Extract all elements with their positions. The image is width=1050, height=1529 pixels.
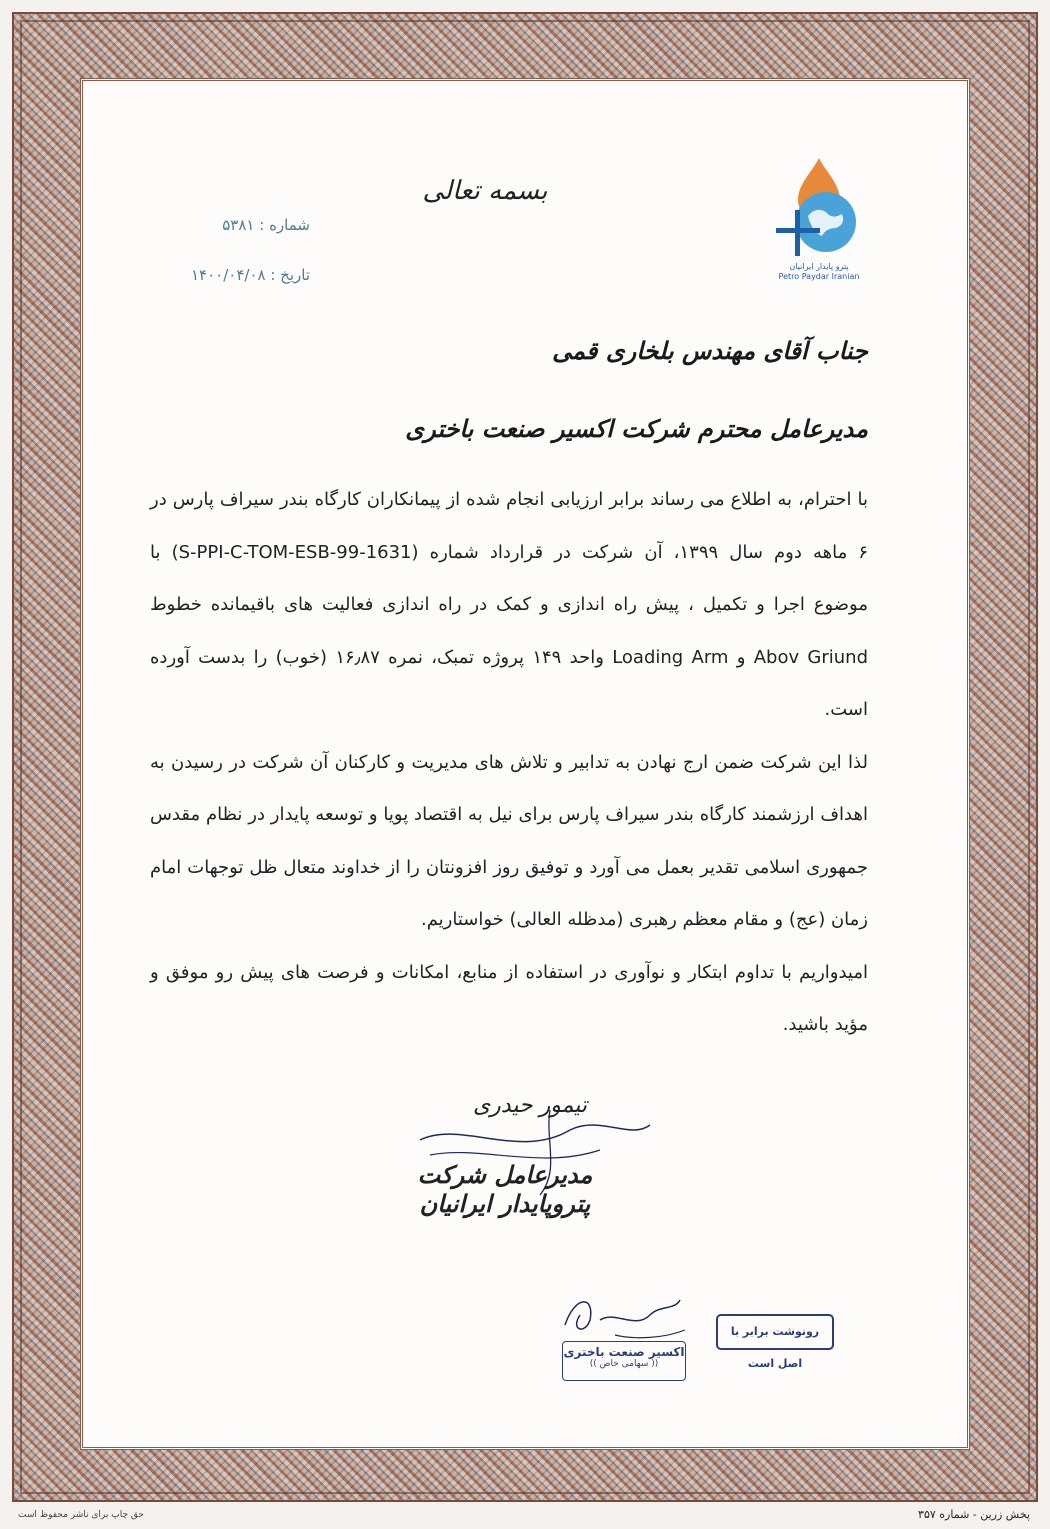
initials-signature-icon <box>555 1290 695 1345</box>
addressee-name: جناب آقای مهندس بلخاری قمی <box>552 336 868 365</box>
body-paragraph-3: امیدواریم با تداوم ابتکار و نوآوری در استفاده از منابع، امکانات و فرصت های پیش رو موفق و مؤید باشید. <box>150 961 868 1035</box>
logo-caption <box>760 262 878 282</box>
letter-meta <box>150 200 310 300</box>
signatory-title: مدیرعامل شرکت پتروپایدار ایرانیان <box>417 1160 593 1218</box>
footer-publisher: پخش زرین - شماره ۳۵۷ <box>918 1508 1030 1521</box>
signatory-name: تیمور حیدری <box>472 1093 588 1118</box>
letter-body <box>150 474 868 1052</box>
company-stamp-name: اکسیر صنعت باختری <box>563 1345 685 1359</box>
letter-number: شماره : ۵۳۸۱ <box>222 216 310 234</box>
body-paragraph-2: لذا این شرکت ضمن ارج نهادن به تدابیر و تلاش های مدیریت و کارکنان آن شرکت در رسیدن به اهداف ارزشمند کارگاه بندر سیراف پارس برای نیل به اقتصاد پویا و توسعه پایدار در نظام مقدس جمهوری اسلامی تقدیر بعمل می آورد و توفیق روز افزونتان را از خداوند متعال ظل توجهات امام زمان (عج) و مقام معظم رهبری (مدظله العالی) خواستاریم. <box>150 751 868 930</box>
addressee-title: مدیرعامل محترم شرکت اکسیر صنعت باختری <box>405 414 868 443</box>
letter-date: تاریخ : ۱۴۰۰/۰۴/۰۸ <box>191 266 310 284</box>
body-paragraph-1: با احترام، به اطلاع می رساند برابر ارزیابی انجام شده از پیمانکاران کارگاه بندر سیراف پارس در ۶ ماهه دوم سال ۱۳۹۹، آن شرکت در قرارداد شماره (S-PPI-C-TOM-ESB-99-1631) با موضوع اجرا و تکمیل ، پیش راه اندازی و کمک در راه اندازی فعالیت های باقیمانده خطوط Abov Griund و Loading Arm واحد ۱۴۹ پروژه تمبک، نمره ۱۶٫۸۷ (خوب) را بدست آورده است. <box>150 489 869 720</box>
logo-caption-en: Petro Paydar Iranian <box>778 272 860 281</box>
footer-copyright: حق چاپ برای ناشر محفوظ است <box>18 1510 144 1520</box>
logo-caption-fa: پترو پایدار ایرانیان <box>789 262 849 271</box>
company-stamp <box>562 1341 686 1381</box>
company-stamp-type: (( سهامی خاص )) <box>589 1359 659 1369</box>
certified-copy-stamp: رونوشت برابر با اصل است <box>716 1314 834 1350</box>
basmala-heading: بسمه تعالی <box>422 176 548 206</box>
